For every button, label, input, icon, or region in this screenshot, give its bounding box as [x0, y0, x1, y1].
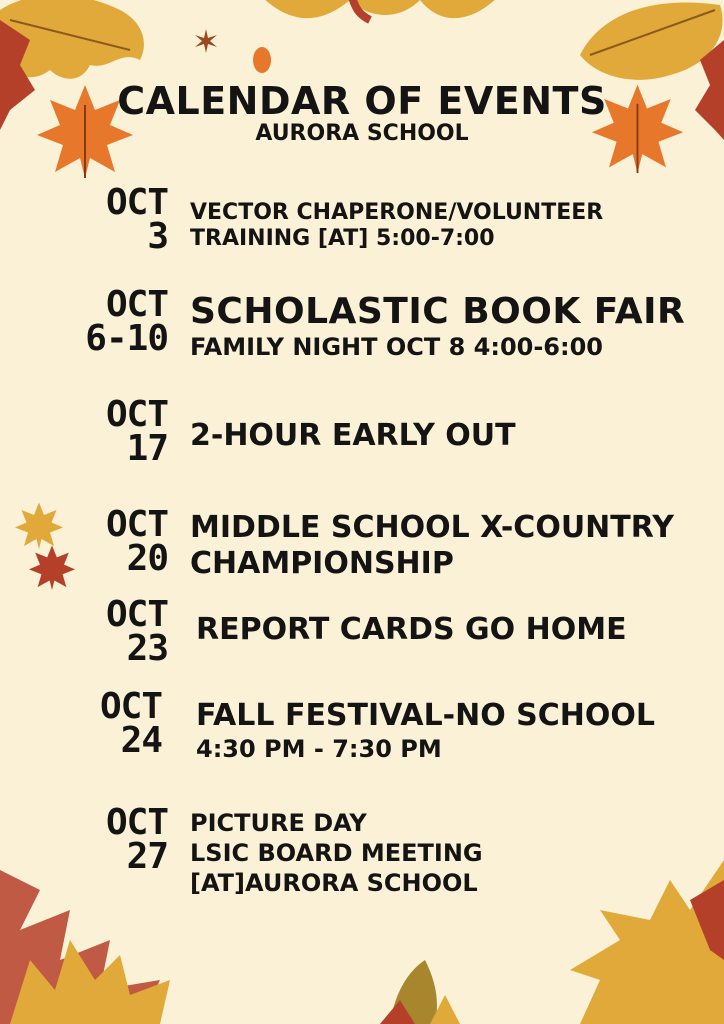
event-date — [80, 802, 168, 877]
page-title: CALENDAR OF EVENTS — [117, 79, 607, 123]
event-description — [196, 612, 706, 648]
page-subtitle: AURORA SCHOOL — [255, 121, 469, 146]
event-month: OCT — [105, 394, 168, 435]
event-day: 23 — [126, 628, 168, 669]
event-line: 2-HOUR EARLY OUT — [190, 418, 516, 453]
event-month: OCT — [105, 182, 168, 223]
event-date — [80, 504, 168, 579]
oak-leaf-icon — [250, 45, 274, 75]
event-month: OCT — [99, 686, 162, 727]
event-day: 20 — [126, 538, 168, 579]
maple-leaf-icon — [0, 870, 200, 1024]
event-month: OCT — [105, 594, 168, 635]
maple-leaf-icon — [28, 542, 76, 592]
event-day: 17 — [126, 428, 168, 469]
event-date — [80, 182, 168, 257]
oak-leaf-icon — [260, 0, 500, 35]
event-line: FAMILY NIGHT OCT 8 4:00-6:00 — [190, 333, 603, 361]
event-line: 4:30 PM - 7:30 PM — [196, 735, 442, 763]
event-description — [190, 808, 700, 898]
event-date — [80, 594, 168, 669]
event-day: 27 — [126, 836, 168, 877]
event-month: OCT — [105, 504, 168, 545]
event-line: LSIC BOARD MEETING — [190, 839, 483, 867]
event-day: 24 — [120, 720, 162, 761]
event-line: CHAMPIONSHIP — [190, 546, 454, 581]
event-month: OCT — [105, 284, 168, 325]
event-line: FALL FESTIVAL-NO SCHOOL — [196, 698, 656, 733]
event-date — [80, 284, 168, 359]
event-month: OCT — [105, 802, 168, 843]
event-line: MIDDLE SCHOOL X-COUNTRY — [190, 510, 674, 545]
event-line: PICTURE DAY — [190, 809, 367, 837]
event-description — [190, 200, 700, 252]
event-line: REPORT CARDS GO HOME — [196, 612, 627, 647]
event-date — [74, 686, 162, 761]
star-anise-icon — [193, 28, 219, 54]
event-line: TRAINING [AT] 5:00-7:00 — [190, 226, 495, 251]
event-day: 6-10 — [85, 318, 168, 359]
event-description — [190, 510, 700, 582]
event-line: VECTOR CHAPERONE/VOLUNTEER — [190, 200, 604, 225]
event-line: [AT]AURORA SCHOOL — [190, 869, 478, 897]
event-description — [190, 418, 700, 454]
event-description — [190, 292, 700, 362]
event-day: 3 — [147, 216, 168, 257]
event-line: SCHOLASTIC BOOK FAIR — [190, 291, 686, 332]
event-date — [80, 394, 168, 469]
oak-leaf-icon — [380, 960, 460, 1024]
event-description — [196, 698, 706, 764]
